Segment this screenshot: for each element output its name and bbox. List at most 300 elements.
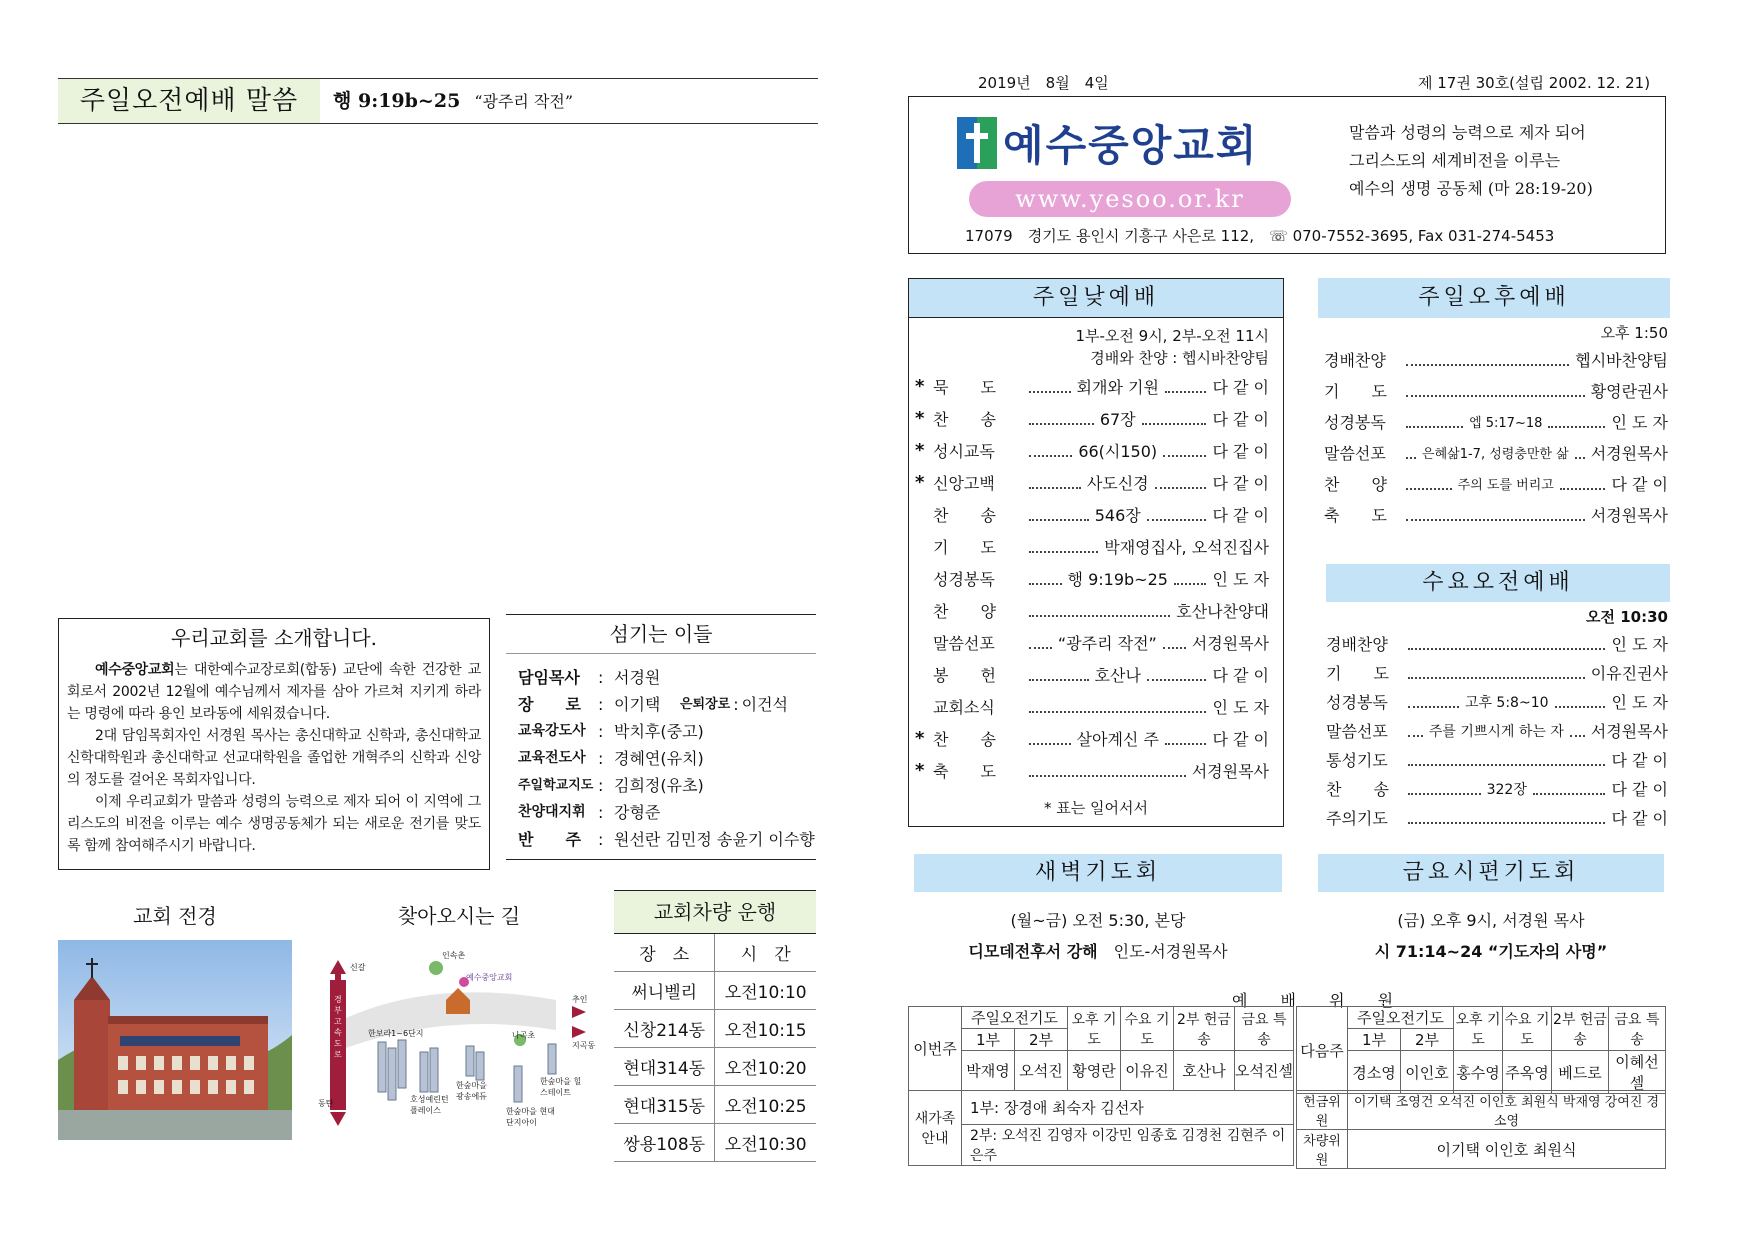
servant-role: 담임목사 [518,668,580,687]
dot-leader [1029,509,1089,521]
dot-leader [1408,783,1481,795]
col-place: 장 소 [614,934,715,972]
order-detail: 회개와 기원 [1076,378,1159,397]
afternoon-service-title: 주일오후예배 [1318,278,1670,318]
dot-leader [1174,573,1207,585]
servant-row: 찬양대지휘 : 강형준 [518,799,816,826]
stop-place: 현대315동 [614,1086,715,1124]
order-label: 찬 양 [1324,475,1387,494]
order-person: 다 같 이 [1611,809,1668,828]
service-time: 1부-오전 9시, 2부-오전 11시 [1075,327,1269,345]
dawn-prayer-panel [914,854,1282,964]
dot-leader [1029,573,1062,585]
photo-title: 교회 전경 [133,904,217,928]
dot-leader [1408,725,1423,737]
table-row [909,1091,1294,1125]
sermon-title: 주일오전예배 말씀 [58,79,320,123]
sermon-header [58,78,818,124]
order-row [1326,748,1668,771]
dot-leader [1406,416,1463,428]
intro-paragraph-3: 이제 우리교회가 말씀과 성령의 능력으로 제자 되어 이 지역에 그리스도의 비전을 이루는 예수 생명공동체가 되는 새로운 전기를 맞도록 함께 참여해주시기 바랍니다. [67,794,481,854]
order-label: 교회소식 [933,698,995,717]
order-detail: 주를 기쁘시게 하는 자 [1428,723,1564,740]
sunday-service-panel [908,278,1284,827]
dot-leader [1165,381,1207,393]
duty-title: 예 배 위 원 [1232,991,1408,1010]
order-person: 호산나찬양대 [1176,602,1269,621]
table-row [1297,1130,1666,1169]
newfam-label: 새가족 안내 [909,1091,962,1166]
order-person: 서경원목사 [1191,762,1269,781]
order-person: 다 같 이 [1611,780,1669,799]
dot-leader [1029,765,1186,777]
duty-cell: 오석진셀 [1235,1051,1294,1091]
order-label: 주의기도 [1326,809,1388,828]
order-label: 통성기도 [1326,751,1388,770]
order-row [1326,806,1668,829]
order-label: 성경봉독 [1324,413,1386,432]
motto-line: 말씀과 성령의 능력으로 제자 되어 [1349,123,1586,142]
servant-role: 은퇴장로 [680,697,731,712]
intro-text-1: 는 대한예수교장로회(합동) 교단에 속한 건강한 교회로서 2002년 12월에 예수님께서 제자를 삼아 가르쳐 지키게 하라는 명령에 따라 용인 보라동에 세워졌습니다. [67,662,481,722]
order-label: 신앙고백 [933,474,995,493]
duty-cell: 황영란 [1068,1051,1121,1091]
col-header: 주일오전기도 [1348,1007,1454,1029]
map-label-right2: 지곡동 [572,1041,596,1050]
map-label-school: 나곡초 [512,1031,536,1040]
dot-leader [1408,667,1585,679]
order-label: 봉 헌 [933,666,996,685]
cross-logo-icon [957,117,997,169]
servant-name: 서경원 [614,668,661,687]
order-detail: 은혜삶1-7, 성령충만한 삶 [1422,447,1569,462]
order-row [915,759,1269,782]
dot-leader [1029,701,1206,713]
col-header: 1부 [962,1029,1015,1051]
table-row [614,1010,816,1048]
dot-leader [1029,733,1071,745]
intro-heading: 우리교회를 소개합니다. [171,626,377,650]
order-star: * [915,376,925,397]
duty-cell: 베드로 [1552,1051,1609,1094]
church-intro-box [58,618,490,870]
dawn-prayer-topic [914,939,1282,962]
servant-name: 이기택 [614,695,661,714]
church-url[interactable]: www.yesoo.or.kr [969,181,1291,217]
dawn-prayer-title: 새벽기도회 [914,854,1282,892]
friday-prayer-time: (금) 오후 9시, 서경원 목사 [1397,911,1585,930]
dot-leader [1142,413,1207,425]
col-header: 주일오전기도 [962,1007,1068,1029]
sunday-service-title: 주일낮예배 [909,279,1283,318]
col-header: 금요 특송 [1609,1007,1666,1051]
table-row [614,1124,816,1162]
map-label-apts: 한보라1~6단지 [368,1029,424,1038]
motto-line: 예수의 생명 공동체 (마 28:19-20) [1349,179,1593,198]
order-person: 이유진권사 [1590,664,1668,683]
dot-leader [1029,413,1094,425]
duty-cell: 경소영 [1348,1051,1401,1094]
servant-role: 주일학교지도 [518,778,594,793]
stop-time: 오전10:30 [715,1124,816,1162]
order-star: * [915,408,925,429]
col-header: 금요 특송 [1235,1007,1294,1051]
dot-leader [1560,478,1606,490]
order-star: * [915,472,925,493]
order-detail: 행 9:19b~25 [1067,570,1168,589]
col-header: 2부 헌금송 [1174,1007,1235,1051]
order-row [1324,441,1668,464]
dawn-prayer-leader: 인도-서경원목사 [1113,942,1228,961]
order-row [915,599,1269,622]
servant-name: 김희정(유초) [614,776,704,795]
bulletin-date: 2019년 8월 4일 [978,74,1109,92]
dot-leader [1406,354,1569,366]
map-label-church: 예수중앙교회 [466,973,513,982]
order-row [915,727,1269,750]
dot-leader [1406,385,1585,397]
order-person: 인 도 자 [1212,698,1269,717]
order-person: 인 도 자 [1212,570,1270,589]
church-photo [58,940,292,1140]
dot-leader [1408,638,1605,650]
dot-leader [1147,509,1207,521]
servant-role: 반 주 [518,830,581,849]
order-detail: 호산나 [1094,666,1141,685]
duty-cell: 이혜선셀 [1609,1051,1666,1094]
duty-cell: 이유진 [1121,1051,1174,1091]
order-person: 다 같 이 [1212,666,1270,685]
map-label-apts: 한숲마을 광송에듀 [456,1081,487,1101]
col-header: 오후 기도 [1068,1007,1121,1051]
stop-place: 쌍용108동 [614,1124,715,1162]
duty-table-this-week [908,1006,1294,1091]
order-label: 찬 양 [933,602,996,621]
dot-leader [1029,541,1098,553]
map-label-apts: 호성예린턴 플레이스 [410,1095,449,1115]
servant-row: 담임목사 : 서경원 [518,664,816,691]
duty-cell: 박재영 [962,1051,1015,1091]
dot-leader [1575,447,1585,459]
servant-row: 장 로 : 이기택 은퇴장로 : 이건석 [518,691,816,718]
col-header: 수요 기도 [1121,1007,1174,1051]
order-label: 축 도 [1324,506,1387,525]
duty-cell: 주옥영 [1503,1051,1552,1094]
order-person: 서경원목사 [1590,506,1668,525]
week-label: 다음주 [1297,1007,1348,1094]
order-row [1326,690,1668,713]
dot-leader [1163,637,1186,649]
order-row [1324,410,1668,433]
friday-prayer-text: 시 71:14~24 “기도자의 사명” [1374,942,1608,961]
table-row [1297,1091,1666,1130]
order-row [915,535,1269,558]
order-detail: “광주리 작전” [1057,634,1157,653]
order-star: * [915,760,925,781]
table-row [614,1048,816,1086]
dot-leader [1406,509,1585,521]
order-label: 경배찬양 [1324,351,1386,370]
friday-prayer-title: 금요시편기도회 [1318,854,1664,892]
order-label: 기 도 [933,538,996,557]
motto-line: 그리스도의 세계비전을 이루는 [1349,151,1561,170]
order-detail: 살아계신 주 [1076,730,1159,749]
dot-leader [1163,445,1206,457]
duty-cell: 호산나 [1174,1051,1235,1091]
order-label: 기 도 [1326,664,1389,683]
dot-leader [1548,416,1605,428]
order-detail: 546장 [1094,506,1141,525]
order-detail: 고후 5:8~10 [1464,694,1549,711]
table-row [909,1007,1294,1029]
dot-leader [1029,605,1170,617]
col-header: 2부 헌금송 [1552,1007,1609,1051]
order-row [1324,379,1668,402]
order-row [915,375,1269,398]
order-person: 다 같 이 [1212,442,1270,461]
servant-name: 박치후(중고) [614,722,704,741]
col-header: 2부 [1015,1029,1068,1051]
order-row [915,663,1269,686]
order-label: 기 도 [1324,382,1387,401]
servant-role: 교육강도사 [518,723,586,739]
dot-leader [1147,669,1207,681]
duty-cell: 이인호 [1401,1051,1454,1094]
col-time: 시 간 [715,934,816,972]
servant-name: 원선란 김민정 송윤기 이수향 [614,830,815,849]
servant-role: 장 로 [518,695,581,714]
dot-leader [1533,783,1606,795]
col-header: 1부 [1348,1029,1401,1051]
order-label: 찬 송 [933,730,996,749]
col-header: 오후 기도 [1454,1007,1503,1051]
col-header: 수요 기도 [1503,1007,1552,1051]
map-label-apts: 한숲마을 힐스테이트 [540,1077,582,1097]
intro-church-name: 예수중앙교회 [95,662,175,678]
order-detail: 67장 [1099,410,1136,429]
table-header-row [614,934,816,972]
newfam-second: 2부: 오석진 김영자 이강민 임종호 김경천 김현주 이은주 [962,1125,1294,1166]
servant-row: 주일학교지도 : 김희정(유초) [518,772,816,799]
map-label-right1: 추인 [572,995,588,1004]
duty-table-next-week [1296,1006,1666,1094]
order-row [1324,472,1668,495]
stop-time: 오전10:15 [715,1010,816,1048]
order-person: 인 도 자 [1611,693,1668,712]
order-row [1324,348,1668,371]
order-row [915,695,1269,718]
order-person: 인 도 자 [1611,413,1668,432]
order-label: 찬 송 [933,506,996,525]
order-person: 다 같 이 [1212,506,1270,525]
vehicle-heading: 교회차량 운행 [614,890,816,934]
standing-note: * 표는 일어서서 [1044,799,1148,817]
order-detail: 66(시150) [1078,442,1158,461]
dot-leader [1570,725,1585,737]
church-address: 17079 경기도 용인시 기흥구 사은로 112, ☏ 070-7552-3695, Fax 031-274-5453 [965,227,1555,245]
order-row [1326,719,1668,742]
sunday-service-info [1075,325,1269,369]
right-arrow-icon [572,1006,586,1018]
service-time: 오전 10:30 [1586,608,1668,626]
sermon-verse: 행 9:19b~25 [333,90,461,112]
col-header: 2부 [1401,1029,1454,1051]
bulletin-volume: 제 17권 30호(설립 2002. 12. 21) [1418,74,1651,92]
order-person: 헵시바찬양팀 [1575,351,1668,370]
vehicle-committee-names: 이기택 이인호 최원식 [1348,1130,1666,1169]
order-detail: 엡 5:17~18 [1469,416,1543,431]
order-row [1324,503,1668,526]
map-highway-label: 경부고속도로 [334,995,342,1059]
order-person: 인 도 자 [1611,635,1668,654]
intro-paragraph-2: 2대 담임목회자인 서경원 목사는 총신대학교 신학과, 총신대학교 신학대학원과 총신대학교 선교대학원을 졸업한 개혁주의 신학과 신앙의 정도를 걸어온 목회자입니다. [67,728,481,788]
church-name: 예수중앙교회 [1003,121,1259,170]
order-person: 서경원목사 [1590,722,1669,741]
order-label: 성시교독 [933,442,995,461]
table-row [614,1086,816,1124]
dot-leader [1155,477,1207,489]
table-row [614,972,816,1010]
dot-leader [1165,733,1207,745]
wednesday-service-panel [1326,564,1670,832]
servant-name: 강형준 [614,803,661,822]
vehicle-committee-label: 차량위원 [1297,1130,1348,1169]
sermon-subtitle: “광주리 작전” [474,92,574,111]
stop-place: 현대314동 [614,1048,715,1086]
map-label-down: 동탄 [318,1099,334,1108]
servants-panel [506,614,816,870]
table-row [1297,1007,1666,1029]
order-person: 다 같 이 [1212,730,1270,749]
dawn-prayer-series: 디모데전후서 강해 [968,942,1098,961]
newfam-first: 1부: 장경애 최숙자 김선자 [962,1091,1294,1125]
order-label: 찬 송 [933,410,996,429]
servant-row: 교육전도사 : 경혜연(유치) [518,745,816,772]
servant-role: 찬양대지휘 [518,804,586,820]
servants-heading: 섬기는 이들 [506,614,816,654]
dot-leader [1029,477,1081,489]
church-icon [446,988,470,1014]
friday-prayer-panel [1318,854,1664,964]
order-person: 다 같 이 [1212,378,1270,397]
order-row [1326,661,1668,684]
church-header [908,96,1666,254]
order-star: * [915,440,925,461]
order-label: 묵 도 [933,378,996,397]
order-person: 서경원목사 [1590,444,1668,463]
dawn-prayer-time: (월~금) 오전 5:30, 본당 [1010,911,1186,930]
order-detail: 사도신경 [1086,474,1149,493]
vehicle-table [614,934,816,1162]
servant-row: 반 주 : 원선란 김민정 송윤기 이수향 [518,826,816,853]
church-motto [1349,119,1593,203]
vehicle-schedule [614,890,816,1162]
dot-leader [1029,669,1089,681]
order-person: 박재영집사, 오석진집사 [1104,538,1269,557]
order-row [1326,777,1668,800]
offering-label: 헌금위원 [1297,1091,1348,1130]
dot-leader [1406,478,1452,490]
order-person: 다 같 이 [1212,410,1269,429]
stop-time: 오전10:25 [715,1086,816,1124]
intro-paragraph-1 [67,659,481,725]
map-label-top: 인속촌 [442,951,466,960]
order-person: 황영란권사 [1590,382,1668,401]
servant-name: 이건석 [741,695,788,714]
order-label: 말씀선포 [1326,722,1388,741]
order-label: 말씀선포 [933,634,995,653]
table-row [909,1125,1294,1166]
order-person: 서경원목사 [1191,634,1270,653]
up-arrow-icon [330,960,346,974]
week-label: 이번주 [909,1007,962,1091]
order-label: 찬 송 [1326,780,1389,799]
servant-name: 경혜연(유치) [614,749,704,768]
new-family-table [908,1090,1294,1166]
servant-row: 교육강도사 : 박치후(중고) [518,718,816,745]
dot-leader [1406,447,1416,459]
duty-cell: 홍수영 [1454,1051,1503,1094]
stop-time: 오전10:20 [715,1048,816,1086]
dot-leader [1555,696,1606,708]
dot-leader [1408,754,1605,766]
sermon-reference [333,79,573,123]
duty-cell: 오석진 [1015,1051,1068,1091]
table-row [1297,1051,1666,1094]
order-label: 경배찬양 [1326,635,1388,654]
order-label: 성경봉독 [933,570,995,589]
order-person: 다 같 이 [1611,751,1668,770]
map-title: 찾아오시는 길 [397,904,521,928]
dot-leader [1029,637,1052,649]
order-row [915,407,1269,430]
service-time: 오후 1:50 [1600,324,1668,342]
dot-leader [1408,812,1605,824]
order-person: 다 같 이 [1212,474,1269,493]
table-row [909,1051,1294,1091]
committee-table [1296,1090,1666,1169]
servant-role: 교육전도사 [518,750,586,766]
order-star: * [915,728,925,749]
service-praise-team: 경배와 찬양 : 헵시바찬양팀 [1090,349,1269,367]
stop-time: 오전10:10 [715,972,816,1010]
order-row [915,439,1269,462]
order-row [1326,632,1668,655]
order-person: 다 같 이 [1611,475,1668,494]
stop-place: 신창214동 [614,1010,715,1048]
order-row [915,567,1269,590]
order-row [915,471,1269,494]
order-row [915,503,1269,526]
dot-leader [1029,445,1072,457]
order-row [915,631,1269,654]
order-label: 축 도 [933,762,996,781]
map-label-apts: 한숲마을 현대단지아이 [506,1107,555,1127]
order-label: 성경봉독 [1326,693,1388,712]
dot-leader [1029,381,1071,393]
map-label-up: 신갈 [350,963,366,972]
order-detail: 주의 도를 버리고 [1457,478,1554,493]
down-arrow-icon [330,1112,346,1126]
order-detail: 322장 [1486,781,1527,798]
offering-names: 이기택 조영건 오석진 이인호 최원식 박재영 강여진 경소영 [1348,1091,1666,1130]
wednesday-service-title: 수요오전예배 [1326,564,1670,602]
right-arrow-icon [572,1026,586,1038]
stop-place: 써니벨리 [614,972,715,1010]
directions-map [316,948,602,1136]
afternoon-service-panel [1318,278,1670,538]
order-label: 말씀선포 [1324,444,1386,463]
